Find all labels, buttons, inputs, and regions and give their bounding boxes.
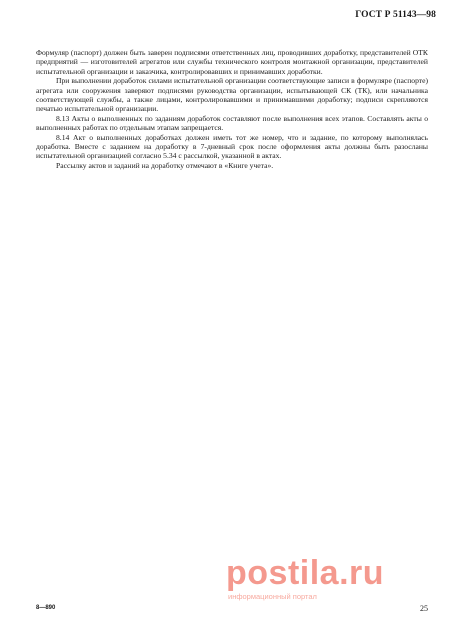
paragraph-4: 8.14 Акт о выполненных доработках должен иметь тот же номер, что и задание, по которому выполнялась доработка. Вместе с заданием на доработку в 7-дневный срок после оформления акты должны быть разосланы испытательной организацией согласно 5.34 с рассылкой, указанной в актах.: [36, 132, 428, 161]
paragraph-1: Формуляр (паспорт) должен быть заверен подписями ответственных лиц, проводивших доработку, представителей ОТК предприятий — изготовителей агрегатов или службы технического контроля монтажной организации, представителей испытательной организации и заказчика, контролировавших и принимавших доработки.: [36, 48, 428, 76]
watermark-text: postila.ru: [226, 554, 385, 592]
paragraph-2: При выполнении доработок силами испытательной организации соответствующие записи в формуляре (паспорте) агрегата или сооружения заверяют подписями руководства организации, испытывающей СК (ТК), или начальника соответствующей службы, а также лицами, контролировавшими и принимавшими доработку; подписи скрепляются печатью испытательной организации.: [36, 76, 428, 114]
document-body: [36, 48, 428, 170]
standard-designation: ГОСТ Р 51143—98: [355, 10, 436, 20]
paragraph-5: Рассылку актов и заданий на доработку отмечают в «Книге учета».: [56, 160, 274, 170]
paragraph-3: 8.13 Акты о выполненных по заданиям доработок составляют после выполнения всех этапов. Составлять акты о выполненных работах по отдельным этапам запрещается.: [36, 113, 428, 133]
page-number: 25: [420, 604, 428, 613]
watermark-logo: [226, 550, 434, 606]
watermark-subtitle: информационный портал: [228, 592, 317, 601]
print-code: 8—890: [36, 605, 56, 611]
